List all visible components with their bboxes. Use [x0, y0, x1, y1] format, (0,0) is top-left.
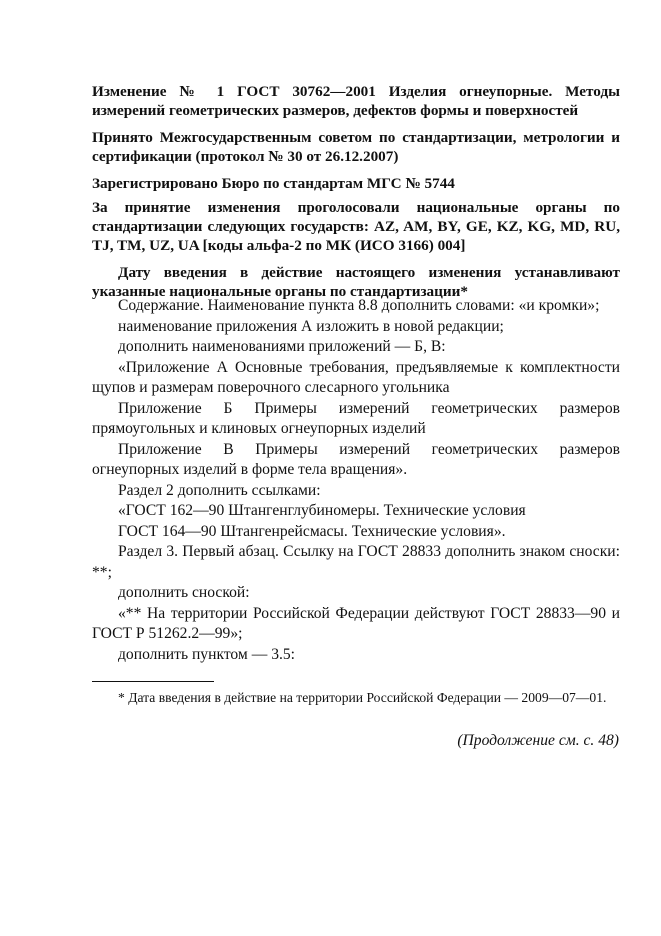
continuation-note: (Продолжение см. с. 48): [457, 732, 619, 749]
body-paragraph: наименование приложения А изложить в новой редакции;: [118, 317, 504, 335]
body-paragraph: «ГОСТ 162—90 Штангенглубиномеры. Технические условия: [118, 502, 526, 519]
body-paragraph: Приложение Б Примеры измерений геометрических размеров прямоугольных и клиновых огнеупорных изделий: [92, 399, 620, 437]
amendment-body: [92, 296, 620, 665]
registration-statement: Зарегистрировано Бюро по стандартам МГС № 5744: [92, 175, 455, 192]
amendment-title: Изменение № 1 ГОСТ 30762—2001 Изделия огнеупорные. Методы измерений геометрических размеров, дефектов формы и поверхностей: [92, 83, 620, 119]
body-paragraph: дополнить сноской:: [118, 584, 250, 601]
body-paragraph: Приложение В Примеры измерений геометрических размеров огнеупорных изделий в форме тела вращения».: [92, 440, 620, 478]
body-paragraph: Содержание. Наименование пункта 8.8 дополнить словами: «и кромки»;: [118, 297, 600, 314]
body-paragraph: дополнить наименованиями приложений — Б, В:: [118, 338, 446, 355]
body-paragraph: Раздел 2 дополнить ссылками:: [118, 481, 321, 499]
header-block: [92, 82, 620, 309]
footnote: * Дата введения в действие на территории Российской Федерации — 2009—07—01.: [118, 690, 607, 705]
body-paragraph: «Приложение А Основные требования, предъявляемые к комплектности щупов и размерам поверочного слесарного угольника: [92, 358, 620, 396]
body-paragraph: дополнить пунктом — 3.5:: [118, 645, 296, 663]
effective-date-statement: Дату введения в действие настоящего изменения устанавливают указанные национальные органы по стандартизации*: [92, 264, 620, 300]
body-paragraph: «** На территории Российской Федерации действуют ГОСТ 28833—90 и ГОСТ Р 51262.2—99»;: [92, 604, 620, 642]
body-paragraph: ГОСТ 164—90 Штангенрейсмасы. Технические условия».: [118, 522, 506, 540]
footnote-divider: [92, 681, 214, 682]
body-paragraph: Раздел 3. Первый абзац. Ссылку на ГОСТ 28833 дополнить знаком сноски: **;: [92, 543, 620, 581]
adopted-statement: Принято Межгосударственным советом по стандартизации, метрологии и сертификации (протокол № 30 от 26.12.2007): [92, 129, 620, 165]
voting-countries: За принятие изменения проголосовали национальные органы по стандартизации следующих государств: AZ, AM, BY, GE, KZ, KG, MD, RU, TJ, TM, UZ, UA [коды альфа-2 по МК (ИСО 3166) 004]: [92, 199, 620, 254]
